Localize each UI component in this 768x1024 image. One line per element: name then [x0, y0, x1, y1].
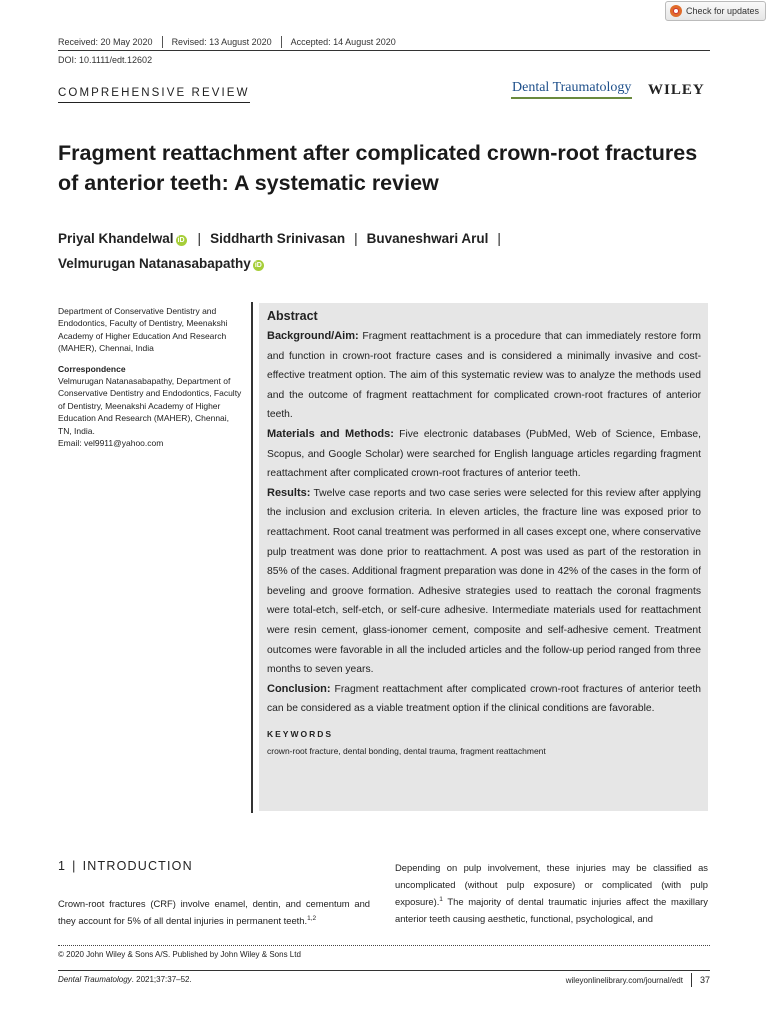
publisher-logo: WILEY [648, 82, 705, 98]
correspondence-heading: Correspondence [58, 363, 126, 374]
section-separator: | [72, 859, 77, 873]
results-label: Results: [267, 486, 311, 499]
background-label: Background/Aim: [267, 330, 359, 342]
results-text: Twelve case reports and two case series were selected for this review after applying the inclusion and exclusion criteria. In eleven articles, the fracture line was exposed prior to reattachment. Root canal treatment was performed in all cases except one, where conservative pulp treatment was done prior to reattachment. A post was used as part of the restoration in 85% of the cases. Additional fragment preparation was done in 42% of the cases in the form of beveling and groove formation. Adhesive strategies used to reattach the coronal fragments were total-etch, self-etch, or self-cure adhesive. Intermediate materials used for reattachment were resin cement, glass-ionomer cement, composite and self-adhesive cement. Treatment outcomes were favorable in all the included articles and the follow-up period ranged from three months to seven years. [267, 487, 701, 676]
citation [58, 975, 192, 984]
background-text: Fragment reattachment is a procedure that can immediately restore form and function in crown-root fracture cases and is considered a minimally invasive and cost-effective treatment option. The aim of this systematic review was to analyze the methods used and the outcome of fragment reattachment for complicated crown-root fractures of anterior teeth. [267, 331, 701, 421]
page-number: 37 [691, 973, 710, 987]
author-separator: | [197, 231, 202, 246]
citation-ref[interactable]: 1,2 [307, 914, 317, 922]
abstract-results [267, 484, 701, 680]
abstract-divider [251, 302, 253, 813]
author-name[interactable]: Velmurugan Natanasabapathy [58, 256, 251, 271]
citation-volume: . 2021;37:37–52. [131, 975, 192, 984]
orcid-icon[interactable]: iD [177, 237, 185, 244]
received-date: Received: 20 May 2020 [58, 37, 153, 47]
author-separator: | [497, 231, 501, 246]
abstract-background [267, 327, 701, 425]
correspondence-email[interactable]: Email: vel9911@yahoo.com [58, 438, 164, 449]
abstract-methods [267, 425, 701, 484]
keywords-list: crown-root fracture, dental bonding, dental trauma, fragment reattachment [267, 745, 546, 756]
methods-label: Materials and Methods: [267, 427, 394, 440]
intro-paragraph-cont: The majority of dental traumatic injuries affect the maxillary anterior teeth causing aesthetic, functional, psychological, and [395, 896, 708, 924]
article-dates [58, 36, 405, 48]
keywords-heading: KEYWORDS [267, 728, 334, 739]
abstract-heading: Abstract [267, 309, 318, 323]
intro-left-column [58, 895, 370, 929]
section-title: INTRODUCTION [82, 859, 193, 873]
article-title: Fragment reattachment after complicated crown-root fractures of anterior teeth: A systematic review [58, 141, 698, 195]
citation-ref[interactable]: 1 [439, 895, 443, 903]
intro-heading [58, 859, 193, 873]
conclusion-text: Fragment reattachment after complicated crown-root fractures of anterior teeth can be considered as a viable treatment option if the clinical conditions are favorable. [267, 683, 701, 715]
intro-paragraph: Crown-root fractures (CRF) involve enamel, dentin, and cementum and they account for 5% of all dental injuries in permanent teeth. [58, 898, 370, 926]
section-label: COMPREHENSIVE REVIEW [58, 87, 250, 103]
header-rule [58, 50, 710, 51]
check-updates-icon [670, 5, 682, 17]
accepted-date: Accepted: 14 August 2020 [281, 36, 405, 48]
author-name[interactable]: Siddharth Srinivasan [210, 231, 346, 246]
section-number: 1 [58, 859, 67, 873]
abstract-box [259, 303, 708, 811]
footer-rule [58, 970, 710, 971]
footer-right [566, 973, 710, 987]
author-separator: | [354, 231, 358, 246]
check-for-updates-button[interactable] [665, 1, 766, 21]
affiliation-block [58, 305, 243, 449]
author-name[interactable]: Priyal Khandelwal [58, 231, 174, 246]
check-updates-label: Check for updates [685, 6, 759, 16]
revised-date: Revised: 13 August 2020 [162, 36, 281, 48]
intro-right-column [395, 859, 708, 927]
orcid-icon[interactable]: iD [254, 262, 262, 269]
copyright: © 2020 John Wiley & Sons A/S. Published by John Wiley & Sons Ltd [58, 950, 301, 959]
correspondence-address: Velmurugan Natanasabapathy, Department of Conservative Dentistry and Endodontics, Faculty of Dentistry, Meenakshi Academy of Higher Education And Research (MAHER), Chennai, TN, India. [58, 376, 242, 436]
author-name[interactable]: Buvaneshwari Arul [366, 231, 489, 246]
citation-journal: Dental Traumatology [58, 975, 132, 984]
journal-logo: Dental Traumatology [511, 80, 632, 99]
affiliation-department: Department of Conservative Dentistry and Endodontics, Faculty of Dentistry, Meenakshi Academy of Higher Education And Research (MAHER), Chennai, India [58, 306, 228, 354]
intro-paragraph: Depending on pulp involvement, these injuries may be classified as uncomplicated (without pulp exposure) or complicated (with pulp exposure). [395, 862, 708, 907]
doi[interactable]: DOI: 10.1111/edt.12602 [58, 55, 153, 65]
conclusion-label: Conclusion: [267, 682, 331, 695]
author-list [58, 226, 708, 276]
methods-text: Five electronic databases (PubMed, Web of Science, Embase, Scopus, and Google Scholar) were searched for English language articles regarding fragment reattachment after complicated crown-root fractures of anterior teeth. [267, 428, 701, 480]
abstract-conclusion [267, 680, 701, 719]
footnote-rule [58, 945, 710, 946]
journal-url[interactable]: wileyonlinelibrary.com/journal/edt [565, 975, 683, 985]
